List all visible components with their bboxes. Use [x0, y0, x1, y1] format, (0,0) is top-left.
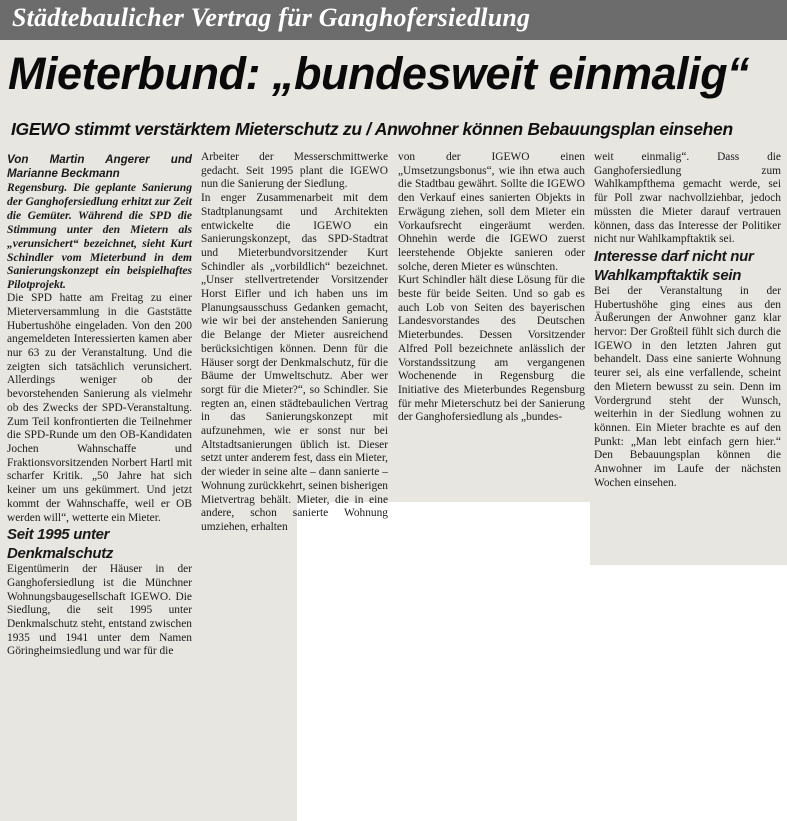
- kicker-band: [0, 0, 787, 40]
- paragraph: weit einmalig“. Dass die Ganghofersiedlung zum Wahlkampfthema gemacht werde, sei für Poll zwar nachvollziehbar, jedoch müssten die Mieter darauf vertrauen können, dass das Interesse der Politiker nicht nur Wahlkampftaktik sei.: [594, 151, 781, 246]
- column-4: [594, 151, 781, 490]
- headline: Mieterbund: „bundesweit einmalig“: [8, 48, 750, 99]
- paragraph: Kurt Schindler hält diese Lösung für die beste für beide Seiten. Und so gab es auch Lob von Seiten des bayerischen Landesvorstandes des Deutschen Mieterbundes. Dessen Vorsitzender Alfred Poll bezeichnete anlässlich der Vorstandssitzung am vergangenen Wochenende in Regensburg die Initiative des Mieterbundes Regensburg für mehr Mieterschutz bei der Sanierung der Ganghofersiedlung als „bundes-: [398, 274, 585, 424]
- paragraph: Eigentümerin der Häuser in der Ganghofersiedlung ist die Münchner Wohnungsbaugesellschaft IGEWO. Die Siedlung, die seit 1995 unter Denkmalschutz steht, entstand zwischen 1935 und 1941 unter dem Namen Göringheimsiedlung und war für die: [7, 563, 192, 658]
- paragraph: In enger Zusammenarbeit mit dem Stadtplanungsamt und Architekten entwickelte die IGEWO ein Sanierungskonzept, das SPD-Stadtrat und Mieterbundvorsitzender Kurt Schindler als „vorbildlich“ bezeichnet. „Unser stellvertretender Vorsitzender Horst Eifler und ich haben uns im Planungsausschuss Gedanken gemacht, wie wir bei der anstehenden Sanierung die Belange der Mieter ausreichend berücksichtigen können. Denn für die Häuser sorgt der Denkmalschutz, für die Bäume der Umweltschutz. Aber wer sorgt für die Mieter?“, so Schindler. Sie regten an, einen städtebaulichen Vertrag in das Sanierungskonzept mit aufzunehmen, wie er sonst nur bei Altstadtsanierungen üblich ist. Dieser setzt unter anderem fest, dass ein Mieter, der wieder in seine alte – dann sanierte – Wohnung zurückkehrt, seinen bisherigen Mietvertrag behält. Mieter, die in eine andere, schon sanierte Wohnung umziehen, erhalten: [201, 192, 388, 533]
- section-subtitle: Interesse darf nicht nur Wahlkampftaktik sein: [594, 247, 754, 284]
- column-2: [201, 151, 388, 535]
- paragraph: Bei der Veranstaltung in der Hubertushöhe ging eines aus den Äußerungen der Anwohner ganz klar hervor: Der Großteil fühlt sich durch die IGEWO in den letzten Jahren gut behandelt. Dass eine sanierte Wohnung teurer sei, als eine verfallende, scheint den Mietern bewusst zu sein. Denn im Vordergrund steht der Wunsch, weiterhin in der Siedlung wohnen zu können. Ein Mieter brachte es auf den Punkt: „Man lebt einfach gern hier.“ Den Bebauungsplan können die Anwohner im Laufe der nächsten Wochen einsehen.: [594, 284, 781, 489]
- lead-paragraph: Regensburg. Die geplante Sanierung der Ganghofersiedlung erhitzt zur Zeit die Gemüter. Während die SPD die Stimmung unter den Mietern als „verunsichert“ bezeichnet, sieht Kurt Schindler vom Mieterbund in dem Sanierungskonzept ein beispielhaftes Pilotprojekt.: [7, 181, 192, 292]
- section-subtitle: Seit 1995 unter Denkmalschutz: [7, 526, 114, 563]
- paragraph: Arbeiter der Messerschmittwerke gedacht. Seit 1995 plant die IGEWO nun die Sanierung der Siedlung.: [201, 151, 388, 191]
- column-3: [398, 151, 585, 425]
- paragraph: von der IGEWO einen „Umsetzungsbonus“, wie ihn etwa auch die Stadtbau gewährt. Sollte die IGEWO den Verkauf eines sanierten Objekts in Erwägung ziehen, soll dem Mieter ein Vorkaufsrecht eingeräumt werden. Ohnehin werde die IGEWO zuerst leerstehende Objekte sanieren oder solche, deren Mieter es wünschten.: [398, 151, 585, 273]
- kicker: Städtebaulicher Vertrag für Ganghofersiedlung: [12, 3, 531, 32]
- column-1: [7, 153, 192, 659]
- byline: Von Martin Angerer und Marianne Beckmann: [7, 153, 192, 180]
- subheadline: IGEWO stimmt verstärktem Mieterschutz zu / Anwohner können Bebauungsplan einsehen: [11, 119, 733, 139]
- paragraph: Die SPD hatte am Freitag zu einer Mieterversammlung in die Gaststätte Hubertushöhe eingeladen. Von den 200 angemeldeten Interessierten kamen aber nur 63 zu der Veranstaltung. Und die zeigten sich tatsächlich verunsichert. Allerdings weniger ob der bevorstehenden Sanierung als vielmehr ob des Zwecks der SPD-Veranstaltung. Zum Teil konfrontierten die Teilnehmer die SPD-Runde um den OB-Kandidaten Jochen Wahnschaffe und Fraktionsvorsitzenden Norbert Hartl mit scharfer Kritik. „50 Jahre hat sich keiner um uns gekümmert. Und jetzt kommt der Wahnschaffe, weil er OB werden will“, wetterte ein Mieter.: [7, 292, 192, 524]
